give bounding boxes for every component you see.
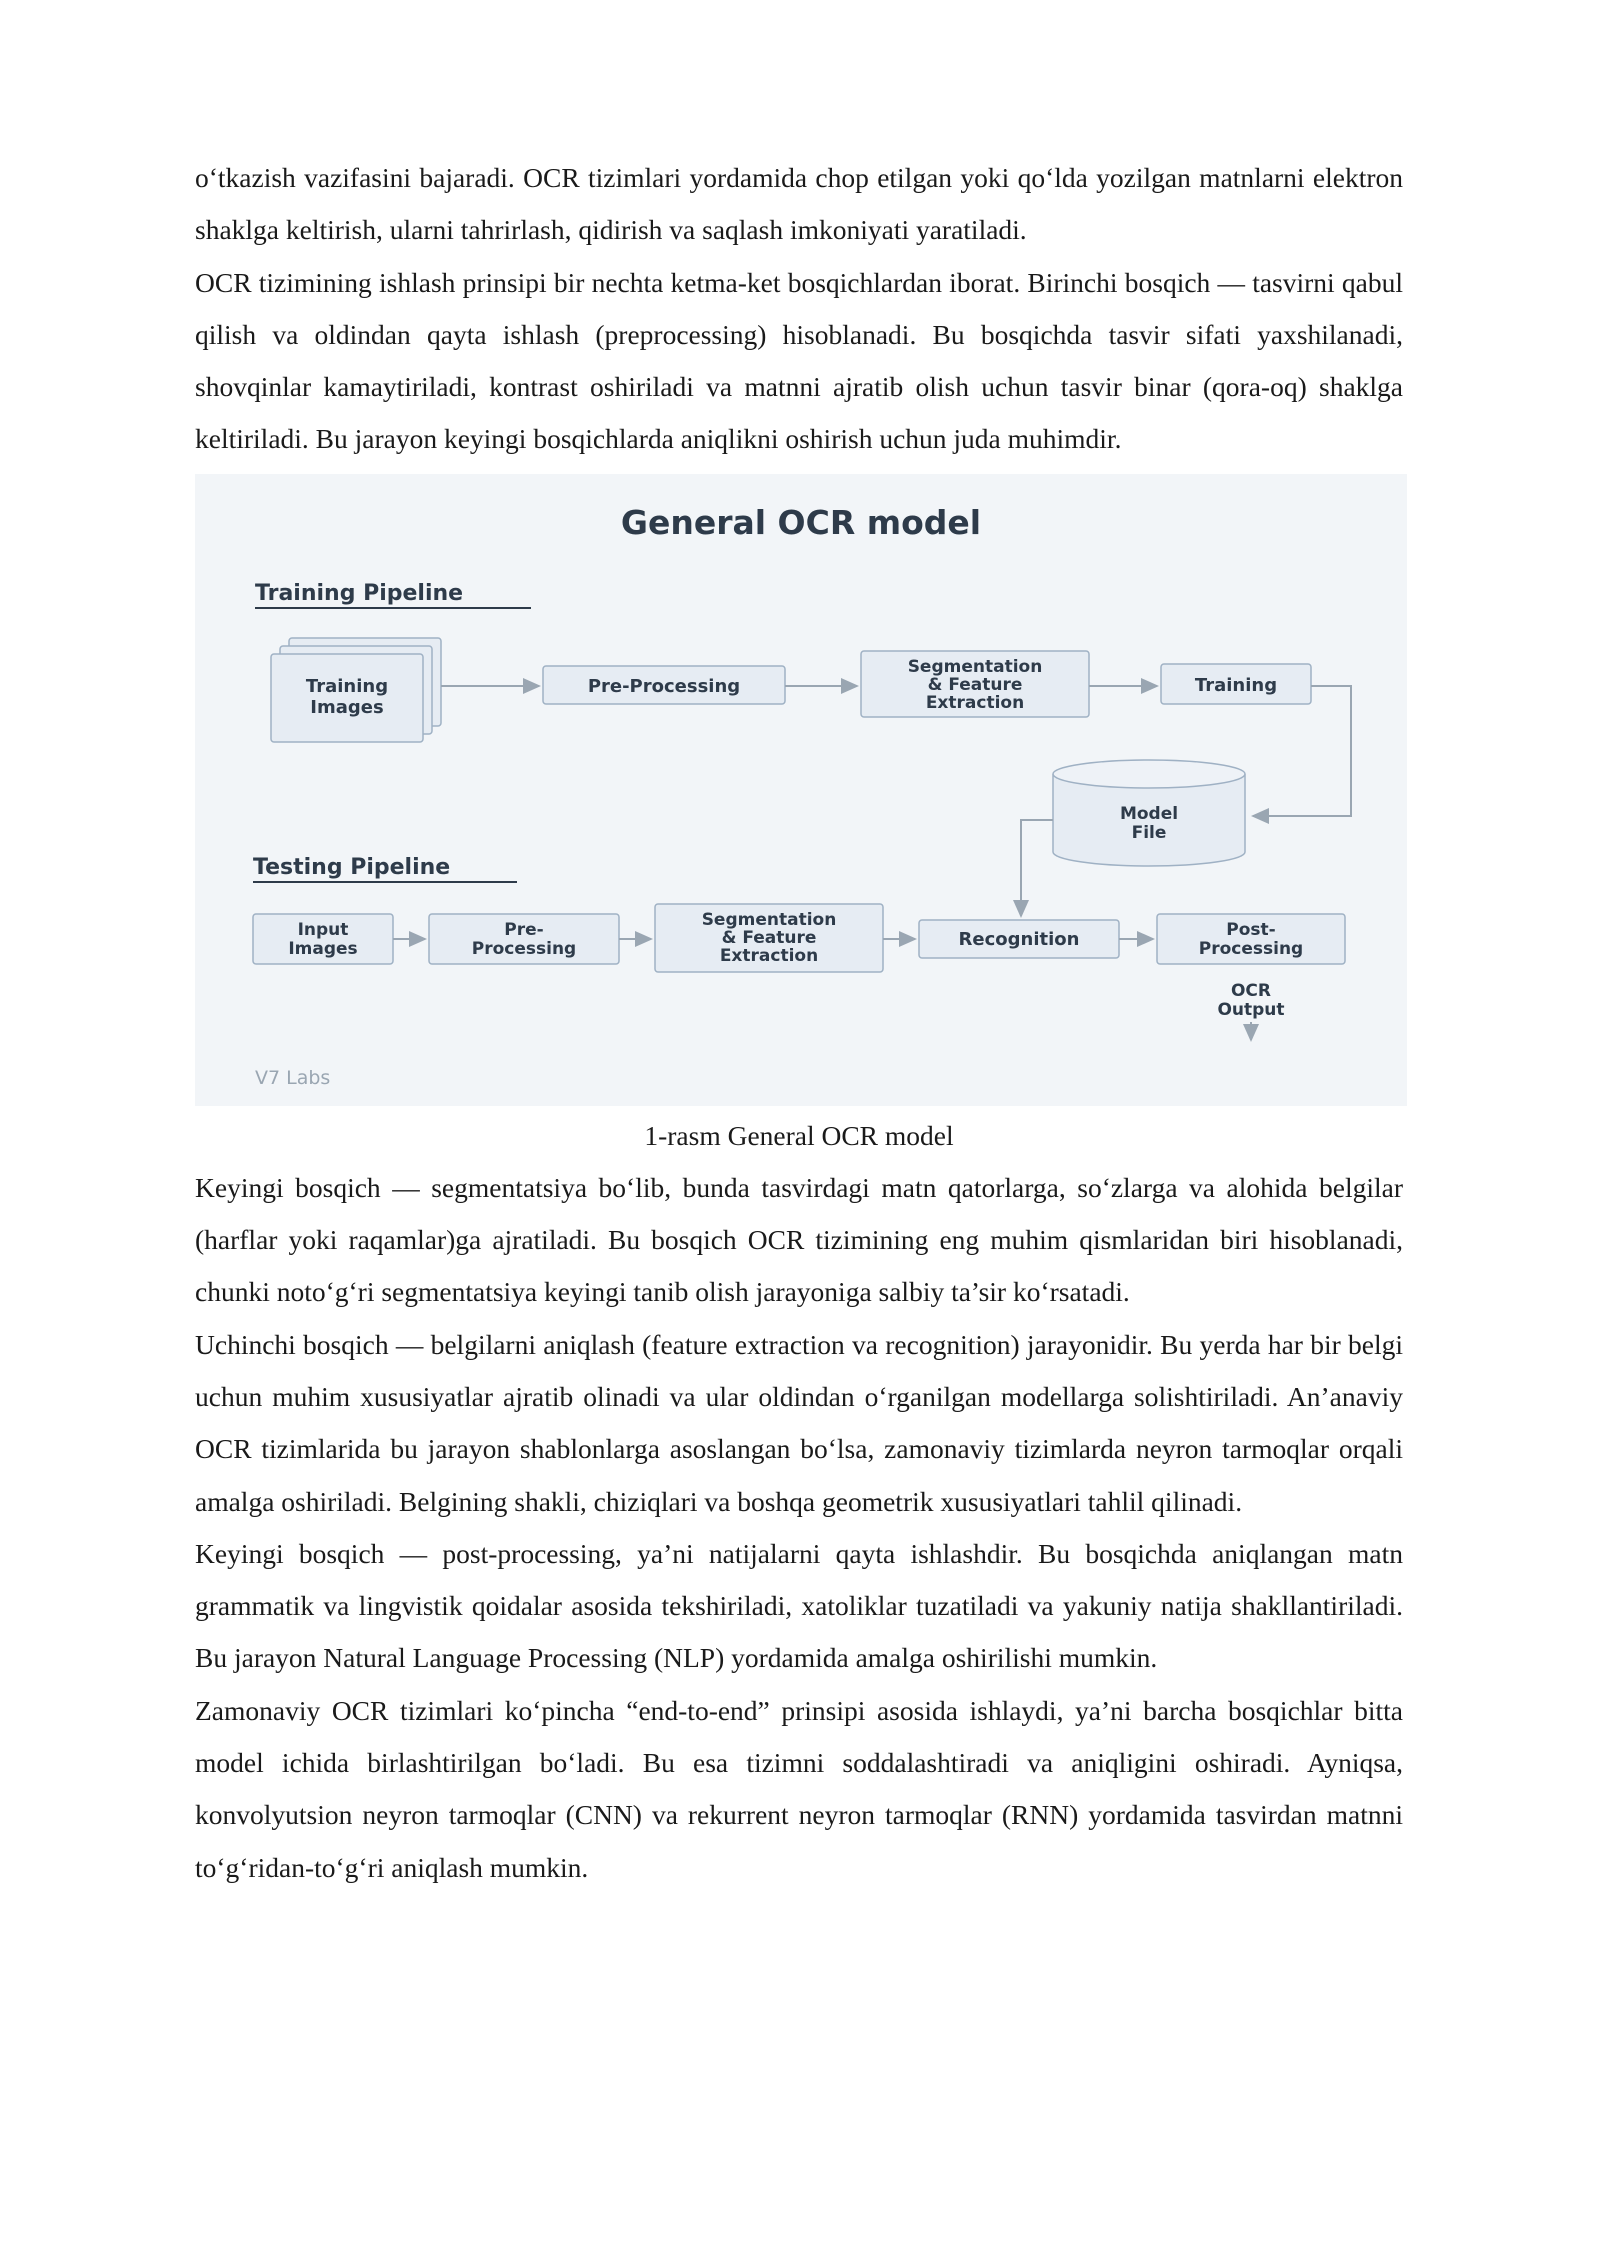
- figure-credit: V7 Labs: [255, 1066, 331, 1089]
- document-page: [195, 152, 1403, 1894]
- segmentation-train-label-1: Segmentation: [907, 656, 1043, 677]
- recognition-label: Recognition: [958, 928, 1080, 950]
- post-processing-label-2: Processing: [1198, 938, 1304, 959]
- training-images-label-2: Images: [310, 696, 384, 718]
- testing-pipeline-heading: Testing Pipeline: [253, 854, 451, 880]
- segmentation-test-label-3: Extraction: [719, 945, 819, 966]
- training-images-label-1: Training: [305, 675, 389, 697]
- ocr-diagram: [195, 474, 1407, 1106]
- pre-processing-test-label-2: Processing: [471, 938, 577, 959]
- figure-title: General OCR model: [620, 502, 982, 542]
- segmentation-test-label-1: Segmentation: [701, 909, 837, 930]
- arrow-training-to-model: [1253, 686, 1351, 816]
- segmentation-train-label-2: & Feature: [927, 674, 1023, 695]
- paragraph-5: Keyingi bosqich — post-processing, ya’ni natijalarni qayta ishlashdir. Bu bosqichda aniqlangan matn grammatik va lingvistik qoidalar asosida tekshiriladi, xatoliklar tuzatiladi va yakuniy natija shakllantiriladi. Bu jarayon Natural Language Processing (NLP) yordamida amalga oshirilishi mumkin.: [195, 1537, 1403, 1674]
- post-processing-label-1: Post-: [1226, 919, 1276, 940]
- ocr-output-label-1: OCR: [1230, 980, 1272, 1001]
- input-images-label-2: Images: [288, 938, 358, 959]
- ocr-output-label-2: Output: [1217, 999, 1285, 1020]
- paragraph-4: Uchinchi bosqich — belgilarni aniqlash (feature extraction va recognition) jarayonidir. Bu yerda har bir belgi uchun muhim xususiyatlar ajratib olinadi va ular oldindan o‘rganilgan modellarga solishtiriladi. An’anaviy OCR tizimlarida bu jarayon shablonlarga asoslangan bo‘lsa, zamonaviy tizimlarda neyron tarmoqlar orqali amalga oshiriladi. Belgining shakli, chiziqlari va boshqa geometrik xususiyatlari tahlil qilinadi.: [195, 1328, 1403, 1517]
- pre-processing-test-label-1: Pre-: [504, 919, 544, 940]
- figure-caption: 1-rasm General OCR model: [644, 1119, 954, 1151]
- paragraph-3: Keyingi bosqich — segmentatsiya bo‘lib, bunda tasvirdagi matn qatorlarga, so‘zlarga va alohida belgilar (harflar yoki raqamlar)ga ajratiladi. Bu bosqich OCR tizimining eng muhim qismlaridan biri hisoblanadi, chunki noto‘g‘ri segmentatsiya keyingi tanib olish jarayoniga salbiy ta’sir ko‘rsatadi.: [195, 1171, 1403, 1308]
- model-file-label-1: Model: [1119, 803, 1179, 824]
- paragraph-1: o‘tkazish vazifasini bajaradi. OCR tizimlari yordamida chop etilgan yoki qo‘lda yozilgan matnlarni elektron shaklga keltirish, ularni tahrirlash, qidirish va saqlash imkoniyati yaratiladi.: [195, 162, 1403, 246]
- pre-processing-train-label: Pre-Processing: [587, 675, 741, 697]
- training-pipeline-heading: Training Pipeline: [255, 580, 464, 606]
- segmentation-train-label-3: Extraction: [925, 692, 1025, 713]
- ocr-model-figure: [195, 474, 1407, 1106]
- paragraph-2: OCR tizimining ishlash prinsipi bir nechta ketma-ket bosqichlardan iborat. Birinchi bosqich — tasvirni qabul qilish va oldindan qayta ishlash (preprocessing) hisoblanadi. Bu bosqichda tasvir sifati yaxshilanadi, shovqinlar kamaytiriladi, kontrast oshiriladi va matnni ajratib olish uchun tasvir binar (qora-oq) shaklga keltiriladi. Bu jarayon keyingi bosqichlarda aniqlikni oshirish uchun juda muhimdir.: [195, 266, 1403, 455]
- segmentation-test-label-2: & Feature: [721, 927, 817, 948]
- training-label: Training: [1194, 674, 1278, 696]
- model-file-label-2: File: [1131, 822, 1167, 843]
- paragraph-6: Zamonaviy OCR tizimlari ko‘pincha “end-to-end” prinsipi asosida ishlaydi, ya’ni barcha bosqichlar bitta model ichida birlashtirilgan bo‘ladi. Bu esa tizimni soddalashtiradi va aniqligini oshiradi. Ayniqsa, konvolyutsion neyron tarmoqlar (CNN) va rekurrent neyron tarmoqlar (RNN) yordamida tasvirdan matnni to‘g‘ridan-to‘g‘ri aniqlash mumkin.: [195, 1694, 1403, 1883]
- arrow-model-to-recognition: [1021, 820, 1053, 916]
- input-images-label-1: Input: [297, 919, 349, 940]
